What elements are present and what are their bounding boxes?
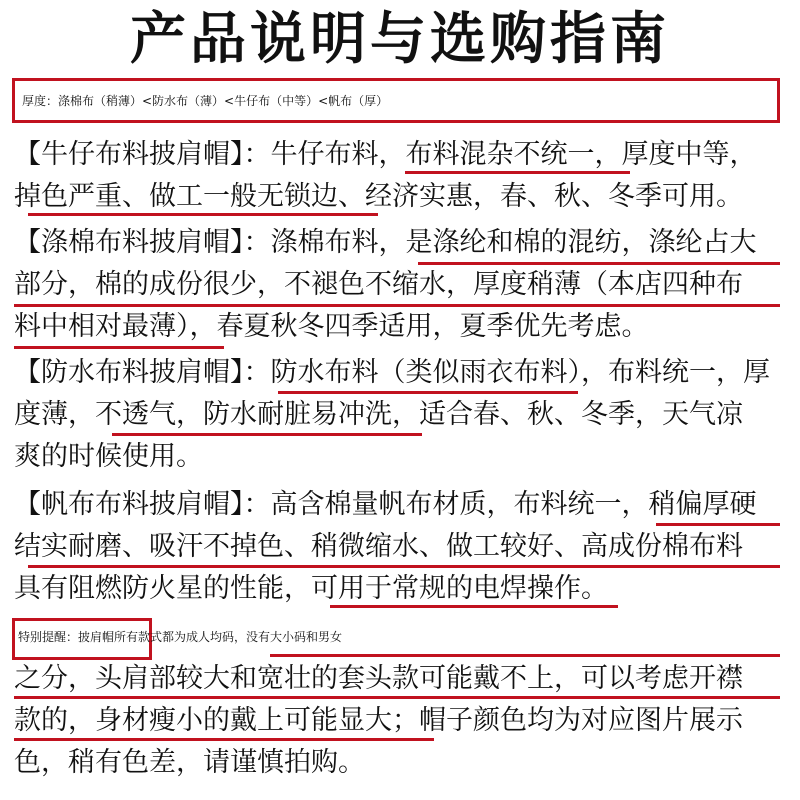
section-line: 具有阻燃防火星的性能，可用于常规的电焊操作。 [14, 573, 608, 604]
underline-mark [14, 304, 780, 307]
underline-mark [418, 262, 780, 265]
underline-mark [656, 523, 780, 526]
section-line: 【防水布料披肩帽】：防水布料（类似雨衣布料），布料统一，厚 [14, 357, 770, 388]
underline-mark [270, 654, 780, 657]
section-line: 结实耐磨、吸汗不掉色、稍微缩水、做工较好、高成份棉布料 [14, 531, 743, 562]
section-line: 度薄，不透气，防水耐脏易冲洗，适合春、秋、冬季，天气凉 [14, 399, 743, 430]
page-title: 产品说明与选购指南 [130, 7, 670, 72]
section-line: 部分，棉的成份很少，不褪色不缩水，厚度稍薄（本店四种布 [14, 269, 743, 300]
thickness-line: 厚度：涤棉布（稍薄）<防水布（薄）<牛仔布（中等）<帆布（厚） [22, 94, 389, 108]
section-line: 款的，身材瘦小的戴上可能显大；帽子颜色均为对应图片展示 [14, 705, 743, 736]
underline-mark [278, 391, 578, 394]
section-line: 【涤棉布料披肩帽】：涤棉布料，是涤纶和棉的混纺，涤纶占大 [14, 227, 757, 258]
section-line: 色，稍有色差，请谨慎拍购。 [14, 747, 365, 778]
section-line: 特别提醒：披肩帽所有款式都为成人均码，没有大小码和男女 [18, 630, 343, 644]
underline-mark [112, 433, 422, 436]
section-line: 之分，头肩部较大和宽壮的套头款可能戴不上，可以考虑开襟 [14, 663, 743, 694]
section-line: 掉色严重、做工一般无锁边、经济实惠，春、秋、冬季可用。 [14, 181, 743, 212]
section-line: 【牛仔布料披肩帽】：牛仔布料，布料混杂不统一，厚度中等， [14, 139, 757, 170]
underline-mark [330, 605, 618, 608]
underline-mark [14, 696, 780, 699]
section-line: 料中相对最薄），春夏秋冬四季适用，夏季优先考虑。 [14, 311, 649, 342]
underline-mark [405, 171, 630, 174]
section-line: 【帆布布料披肩帽】：高含棉量帆布材质，布料统一，稍偏厚硬 [14, 489, 757, 520]
underline-mark [14, 346, 224, 349]
underline-mark [28, 213, 378, 216]
underline-mark [14, 738, 434, 741]
underline-mark [28, 565, 780, 568]
section-line: 爽的时候使用。 [14, 441, 203, 472]
